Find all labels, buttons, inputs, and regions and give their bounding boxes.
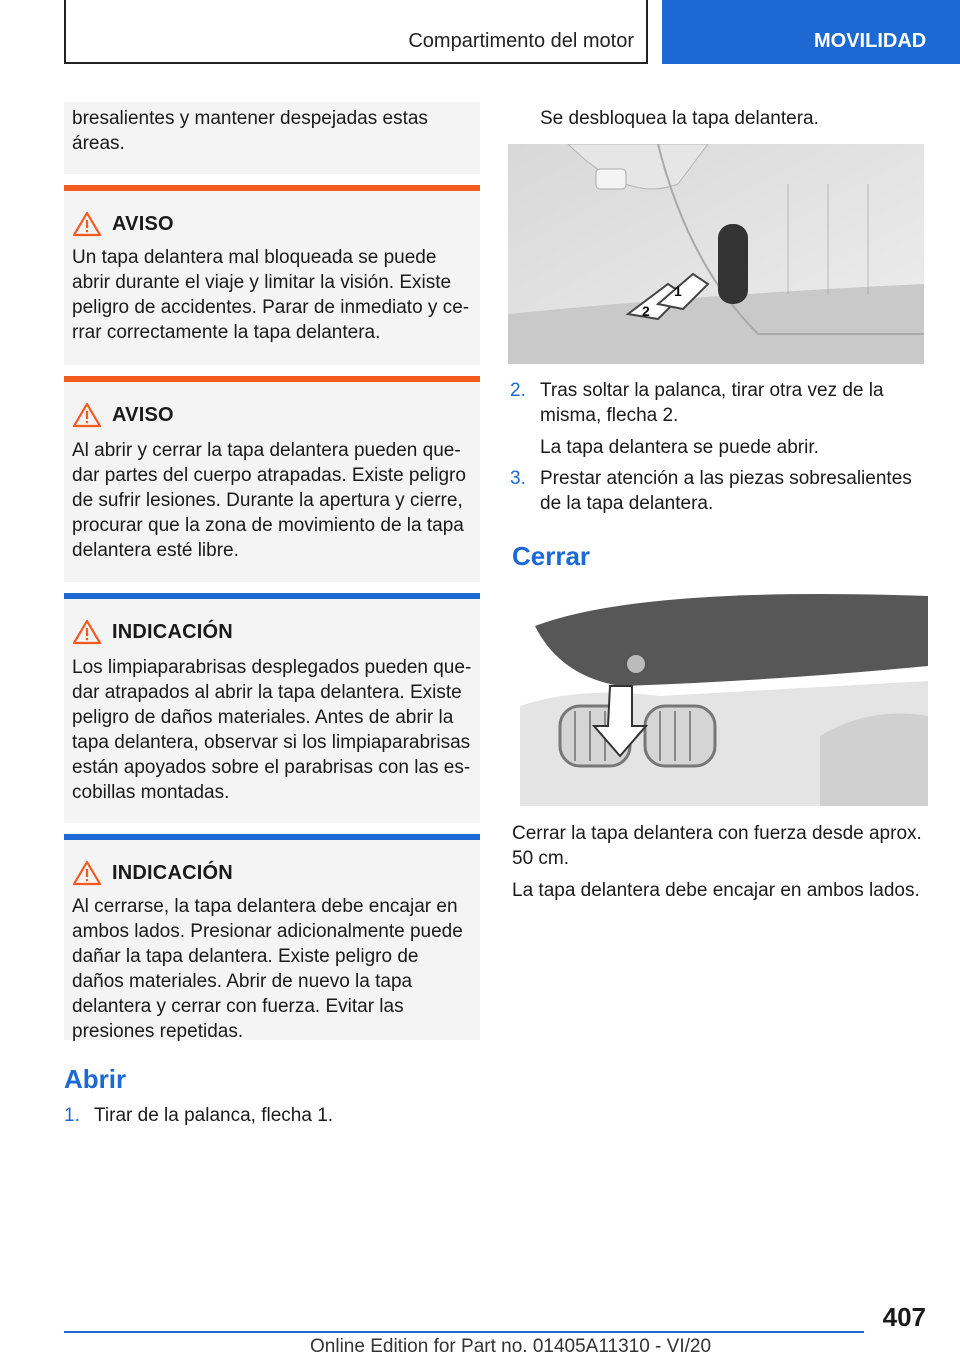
step-number: 3. [510, 468, 526, 489]
step-text: Tras soltar la palanca, tirar otra vez de la misma, flecha 2. [540, 380, 884, 426]
heading-abrir: Abrir [64, 1064, 127, 1094]
notice-text: Al abrir y cerrar la tapa delantera pueden que-dar partes del cuerpo atrapadas. Existe peligro de sufrir lesiones. Durante la apertura y cierre, procurar que la zona de movimiento de la tapa delantera esté libre. [72, 440, 466, 561]
notice-aviso-1 [64, 185, 480, 365]
notice-aviso-2 [64, 376, 480, 582]
step-number: 1. [64, 1105, 80, 1126]
step-text: Tirar de la palanca, flecha 1. [94, 1105, 334, 1126]
unlock-text: Se desbloquea la tapa delantera. [540, 108, 819, 129]
close-text-2: La tapa delantera debe encajar en ambos lados. [512, 880, 920, 901]
notice-title: INDICACIÓN [112, 620, 233, 643]
step-number: 2. [510, 380, 526, 401]
header-section-tab[interactable] [662, 0, 960, 64]
notice-text: Un tapa delantera mal bloqueada se puede abrir durante el viaje y limitar la visión. Existe peligro de accidentes. Parar de inmediato y ce-rrar correctamente la tapa delantera. [72, 247, 470, 343]
notice-title: INDICACIÓN [112, 861, 233, 884]
notice-text: Los limpiaparabrisas desplegados pueden que-dar atrapados al abrir la tapa delantera. Existe peligro de daños materiales. Antes de abrir la tapa delantera, observar si los limpiaparabrisas están apoyados sobre el parabrisas con las es-cobillas montadas. [72, 657, 472, 803]
notice-header [72, 211, 174, 237]
page-number: 407 [882, 1302, 926, 1332]
continuation-text: bresalientes y mantener despejadas estas áreas. [72, 108, 428, 154]
heading-cerrar: Cerrar [512, 541, 591, 571]
lever-illustration [508, 144, 924, 364]
step-3 [510, 466, 920, 516]
footer-line [64, 1331, 864, 1333]
warning-triangle-icon [72, 211, 102, 237]
hood-closing-illustration [520, 586, 928, 806]
notice-bar [64, 593, 480, 599]
svg-text:1: 1 [674, 283, 682, 299]
notice-header [72, 860, 233, 886]
continuation-box [64, 102, 480, 174]
footer-edition: Online Edition for Part no. 01405A11310 - VI/20 [310, 1336, 712, 1357]
step-1 [64, 1103, 480, 1128]
close-text-1: Cerrar la tapa delantera con fuerza desde aprox. 50 cm. [512, 823, 922, 869]
svg-text:2: 2 [642, 303, 650, 319]
step-2 [510, 378, 920, 428]
header-section: MOVILIDAD [814, 30, 927, 52]
notice-indicacion-2 [64, 834, 480, 1040]
notice-title: AVISO [112, 403, 174, 426]
header-title-box [64, 0, 648, 64]
step-2-subtext: La tapa delantera se puede abrir. [540, 437, 819, 458]
notice-bar [64, 376, 480, 382]
notice-text: Al cerrarse, la tapa delantera debe encajar en ambos lados. Presionar adicionalmente puede dañar la tapa delantera. Existe peligro de daños materiales. Abrir de nuevo la tapa delantera y cerrar con fuerza. Evitar las presiones repetidas. [72, 896, 463, 1042]
notice-title: AVISO [112, 212, 174, 235]
notice-bar [64, 185, 480, 191]
warning-triangle-icon [72, 619, 102, 645]
notice-indicacion-1 [64, 593, 480, 823]
warning-triangle-icon [72, 402, 102, 428]
step-text: Prestar atención a las piezas sobresalientes de la tapa delantera. [540, 468, 912, 514]
notice-header [72, 402, 174, 428]
warning-triangle-icon [72, 860, 102, 886]
notice-bar [64, 834, 480, 840]
header-title: Compartimento del motor [408, 30, 634, 52]
notice-header [72, 619, 233, 645]
